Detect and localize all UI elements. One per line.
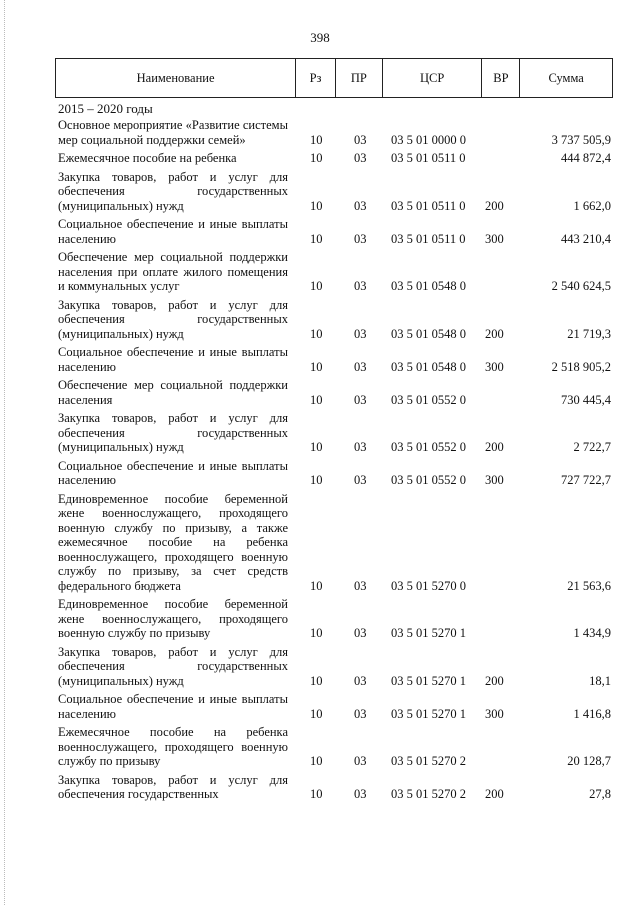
row-sum: 2 722,7: [573, 440, 611, 454]
row-pr: 03: [354, 132, 367, 147]
row-sum: 20 128,7: [567, 754, 611, 768]
row-name: Ежемесячное пособие на ребенка: [58, 151, 237, 165]
row-pr: 03: [354, 151, 367, 165]
row-csr: 03 5 01 0511 0: [391, 151, 466, 165]
table-row: [0, 411, 640, 455]
row-sum: 2 540 624,5: [551, 279, 611, 293]
row-rz: 10: [310, 359, 323, 374]
row-sum: 21 719,3: [567, 326, 611, 341]
row-csr: 03 5 01 0548 0: [391, 279, 466, 293]
row-pr: 03: [354, 626, 367, 640]
row-csr: 03 5 01 0548 0: [391, 359, 466, 374]
row-rz: 10: [310, 473, 323, 487]
row-vr: 200: [485, 787, 504, 801]
row-vr: 200: [485, 326, 504, 341]
row-sum: 1 662,0: [573, 198, 611, 213]
row-sum: 21 563,6: [567, 578, 611, 593]
table-row: [0, 118, 640, 147]
row-csr: 03 5 01 0552 0: [391, 392, 466, 407]
page-number: 398: [310, 30, 330, 45]
row-sum: 444 872,4: [561, 151, 611, 165]
row-csr: 03 5 01 5270 1: [391, 626, 466, 640]
header-pr: ПР: [335, 59, 382, 97]
row-sum: 2 518 905,2: [551, 359, 611, 374]
table-row: [0, 645, 640, 689]
row-vr: 200: [485, 198, 504, 213]
table-row: [0, 492, 640, 594]
row-csr: 03 5 01 5270 2: [391, 754, 466, 768]
row-rz: 10: [310, 132, 323, 147]
row-sum: 1 416,8: [573, 706, 611, 721]
table-row: [0, 725, 640, 769]
row-name: Обеспечение мер социальной поддержки населения: [58, 378, 288, 407]
row-rz: 10: [310, 626, 323, 640]
row-rz: 10: [310, 440, 323, 454]
header-csr: ЦСР: [382, 59, 482, 97]
row-name: Закупка товаров, работ и услуг для обеспечения государственных (муниципальных) нужд: [58, 411, 288, 454]
table-body: [0, 118, 640, 806]
row-rz: 10: [310, 279, 323, 293]
row-sum: 443 210,4: [561, 231, 611, 246]
row-pr: 03: [354, 440, 367, 454]
row-name: Социальное обеспечение и иные выплаты населению: [58, 692, 288, 721]
row-rz: 10: [310, 673, 323, 688]
row-sum: 730 445,4: [561, 392, 611, 407]
table-header: [55, 58, 613, 98]
row-rz: 10: [310, 326, 323, 341]
row-pr: 03: [354, 231, 367, 246]
header-name: Наименование: [136, 70, 215, 85]
row-name: Социальное обеспечение и иные выплаты населению: [58, 458, 288, 487]
row-vr: 300: [485, 706, 504, 721]
row-sum: 1 434,9: [573, 626, 611, 640]
table-row: [0, 692, 640, 721]
row-vr: 300: [485, 231, 504, 246]
row-vr: 300: [485, 359, 504, 374]
row-name: Единовременное пособие беременной жене военнослужащего, проходящего военную службу по призыву: [58, 597, 288, 640]
row-name: Социальное обеспечение и иные выплаты населению: [58, 345, 288, 374]
table-row: [0, 345, 640, 374]
row-vr: 300: [485, 473, 504, 487]
header-sum: Сумма: [519, 59, 612, 97]
period-label: 2015 – 2020 годы: [58, 101, 153, 116]
table-row: [0, 773, 640, 802]
row-rz: 10: [310, 392, 323, 407]
row-name: Социальное обеспечение и иные выплаты населению: [58, 217, 288, 246]
row-name: Закупка товаров, работ и услуг для обеспечения государственных (муниципальных) нужд: [58, 644, 288, 688]
row-name: Единовременное пособие беременной жене военнослужащего, проходящего военную службу по призыву, а также ежемесячное пособие на ребенка военнослужащего, проходящего военную службу по призыву, за счет средств федерального бюджета: [58, 491, 288, 593]
row-name: Закупка товаров, работ и услуг для обеспечения государственных (муниципальных) нужд: [58, 169, 288, 213]
row-sum: 727 722,7: [561, 473, 611, 487]
row-csr: 03 5 01 0511 0: [391, 198, 466, 213]
row-csr: 03 5 01 0511 0: [391, 231, 466, 246]
row-pr: 03: [354, 279, 367, 293]
row-rz: 10: [310, 787, 323, 801]
table-row: [0, 378, 640, 407]
row-vr: 200: [485, 673, 504, 688]
row-csr: 03 5 01 0548 0: [391, 326, 466, 341]
row-csr: 03 5 01 5270 0: [391, 578, 466, 593]
row-csr: 03 5 01 0000 0: [391, 132, 466, 147]
row-rz: 10: [310, 578, 323, 593]
row-csr: 03 5 01 5270 2: [391, 787, 466, 801]
row-rz: 10: [310, 231, 323, 246]
row-rz: 10: [310, 754, 323, 768]
row-csr: 03 5 01 0552 0: [391, 440, 466, 454]
row-name: Основное мероприятие «Развитие системы мер социальной поддержки семей»: [58, 118, 288, 147]
row-pr: 03: [354, 473, 367, 487]
table-row: [0, 597, 640, 641]
row-csr: 03 5 01 0552 0: [391, 473, 466, 487]
row-rz: 10: [310, 706, 323, 721]
row-pr: 03: [354, 198, 367, 213]
header-vr: ВР: [481, 59, 519, 97]
row-sum: 3 737 505,9: [551, 132, 611, 147]
row-name: Закупка товаров, работ и услуг для обеспечения государственных (муниципальных) нужд: [58, 297, 288, 341]
row-pr: 03: [354, 706, 367, 721]
row-pr: 03: [354, 673, 367, 688]
row-name: Обеспечение мер социальной поддержки населения при оплате жилого помещения и коммунальных услуг: [58, 250, 288, 293]
row-pr: 03: [354, 359, 367, 374]
header-rz: Рз: [295, 59, 335, 97]
row-rz: 10: [310, 198, 323, 213]
row-rz: 10: [310, 151, 323, 165]
row-vr: 200: [485, 440, 504, 454]
row-pr: 03: [354, 754, 367, 768]
table-row: [0, 459, 640, 488]
row-pr: 03: [354, 392, 367, 407]
table-row: [0, 298, 640, 342]
table-row: [0, 250, 640, 294]
row-sum: 27,8: [589, 787, 611, 801]
row-csr: 03 5 01 5270 1: [391, 673, 466, 688]
table-row: [0, 217, 640, 246]
table-row: [0, 151, 640, 166]
row-name: Ежемесячное пособие на ребенка военнослужащего, проходящего военную службу по призыву: [58, 725, 288, 768]
table-row: [0, 170, 640, 214]
row-name: Закупка товаров, работ и услуг для обеспечения государственных: [58, 772, 288, 801]
row-pr: 03: [354, 578, 367, 593]
row-pr: 03: [354, 326, 367, 341]
row-sum: 18,1: [589, 673, 611, 688]
row-pr: 03: [354, 787, 367, 801]
row-csr: 03 5 01 5270 1: [391, 706, 466, 721]
